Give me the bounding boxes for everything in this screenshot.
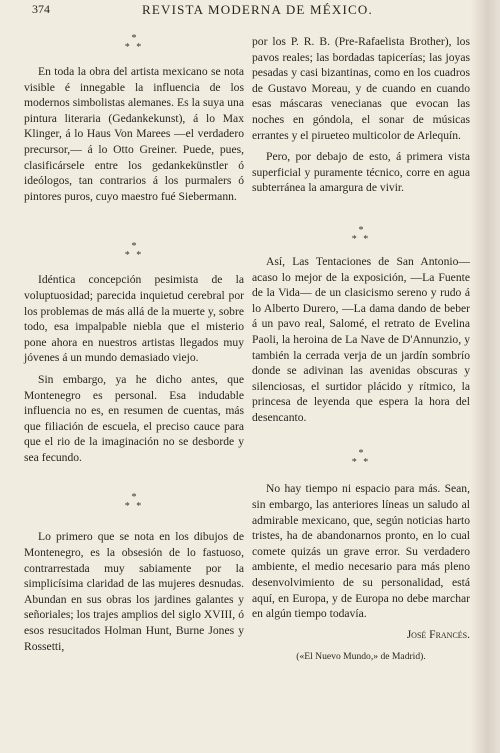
paragraph: Así, Las Tentaciones de San Antonio—acaso lo mejor de la exposición, —La Fuente de la Vida— de un clasicismo sereno y rudo á lo Alberto Durero, —La dama dando de beber á un pavo real, Salomé, el retrato de Evelina Paoli, la heroina de La Nave de D'Annunzio, y también la cerrada verja de un jardín sombrío donde se adivinan las avenidas obscuras y silenciosas, el surtidor plácido y rítmico, la princesa de leyenda que espera la hora del desencanto. (252, 254, 470, 424)
left-column (24, 34, 244, 654)
paragraph: Sin embargo, ya he dicho antes, que Montenegro es personal. Esa indudable influencia no es, en resumen de cuentas, más que filiación de escuela, el preciso cauce para que el rio de la imaginación no se desborde y sea fecundo. (24, 372, 244, 464)
paragraph: Lo primero que se nota en los dibujos de Montenegro, es la obsesión de lo fastuoso, contrarrestada muy sabiamente por la simplicísima claridad de las mujeres desnudas. Abundan en sus obras los jardines galantes y señoriales; los trajes amplios del siglo XVIII, ó esos resucitados Holman Hunt, Burne Jones y Rossetti, (24, 530, 244, 653)
separator-star-top: * (131, 33, 137, 44)
page-fold-shadow (470, 0, 500, 753)
paragraph: por los P. R. B. (Pre-Rafaelista Brother), los pavos reales; las bordadas tapicerías; las joyas pesadas y casi bizantinas, como en los cuadros de Gustavo Moreau, y de cuando en cuando esas máscaras venecianas que evocan las noches en góndola, el sonar de músicas errantes y el pirueteo multicolor de Arlequín. (252, 35, 470, 142)
author-signature: José Francés. (406, 628, 470, 641)
separator-star-top: * (131, 492, 137, 504)
running-head: REVISTA MODERNA DE MÉXICO. (142, 2, 373, 17)
section-separator (24, 493, 244, 511)
separator-star-bottom: * * (351, 457, 371, 469)
section-separator (252, 449, 470, 467)
section-separator (252, 226, 470, 244)
paragraph: Pero, por debajo de esto, á primera vista superficial y puramente técnico, corre en agua subterránea la amargura de vivir. (252, 150, 470, 195)
section-separator (24, 242, 244, 260)
right-column (252, 34, 470, 665)
separator-star-top: * (131, 241, 137, 253)
separator-star-top: * (358, 448, 364, 460)
section-separator (24, 34, 244, 52)
separator-star-bottom: * * (124, 250, 144, 262)
source-note: («El Nuevo Mundo,» de Madrid). (296, 651, 426, 663)
page-number: 374 (32, 2, 50, 16)
paragraph: Idéntica concepción pesimista de la voluptuosidad; parecida inquietud cerebral por los problemas de más allá de la muerte y, sobre todo, esa impalpable niebla que el misterio pone ahora en nuestros artistas llegados muy jóvenes á un mundo demasiado viejo. (24, 273, 244, 365)
paragraph: En toda la obra del artista mexicano se nota visible é innegable la influencia de los modernos simbolistas alemanes. Es la suya una pintura literaria (Gedankekunst), á lo Max Klinger, á lo Haus Von Marees —el verdadero precursor,— á lo Otto Greiner. Puede, pues, clasificársele entre los gedankekünstler ó ideólogos, tan contrarios á los purmalers ó pintores puros, cuyo maestro fué Siebermann. (24, 65, 244, 203)
separator-star-bottom: * * (351, 233, 371, 245)
separator-star-bottom: * * (124, 501, 144, 513)
separator-star-bottom: * * (124, 42, 144, 53)
paragraph: No hay tiempo ni espacio para más. Sean, sin embargo, las anteriores líneas un saludo al admirable mexicano, que, según noticias harto tristes, ha de abandonarnos pronto, en lo cual comete quizás un grave error. Su verdadero ambiente, el medio necesario para más pleno desenvolvimiento de su personalidad, está aquí, en Europa, y de Europa no debe marchar en algún tiempo todavía. (252, 482, 470, 621)
separator-star-top: * (358, 224, 364, 236)
